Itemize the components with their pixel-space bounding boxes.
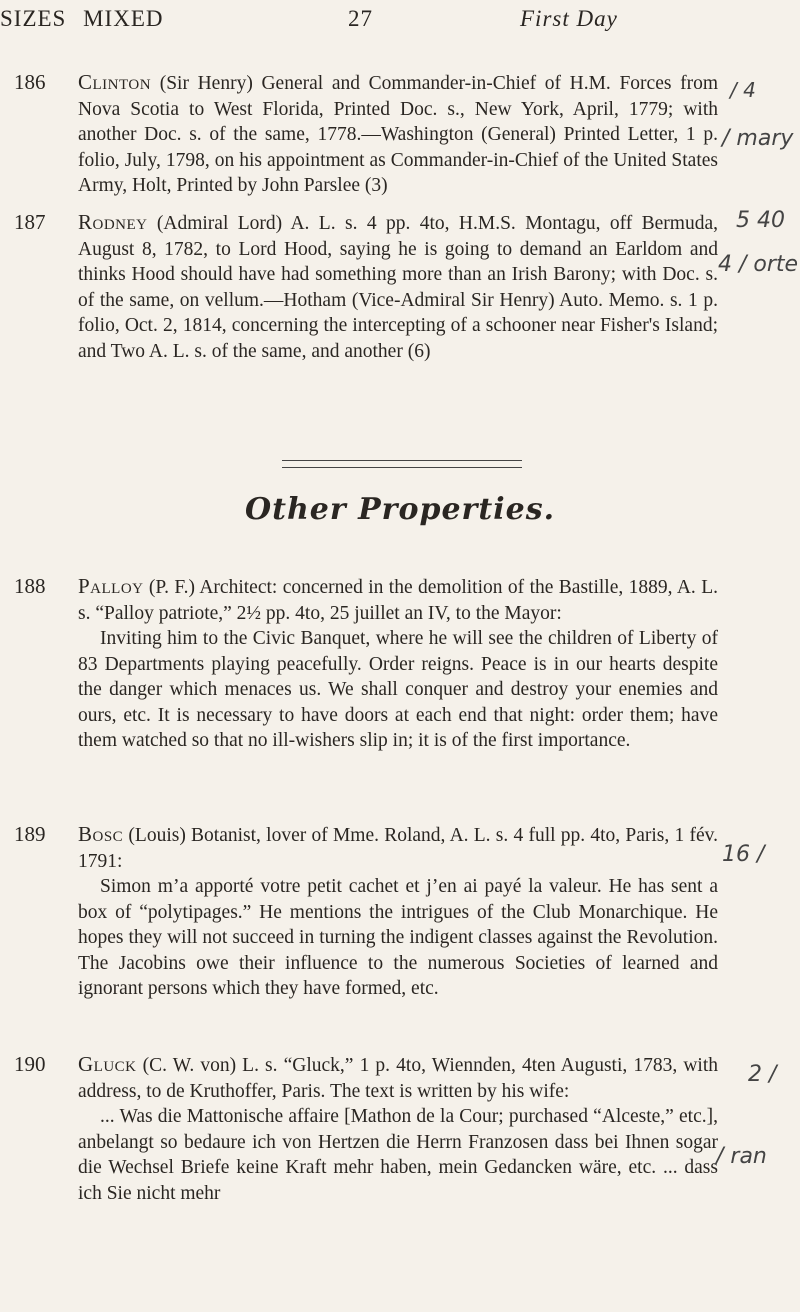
lot-body [78, 822, 718, 1002]
page-header [0, 6, 800, 46]
lot-body [78, 70, 718, 199]
lot-text: (Admiral Lord) A. L. s. 4 pp. 4to, H.M.S. Montagu, off Bermuda, August 8, 1782, to Lord Hood, saying he is going to demand an Earldom and thinks Hood should have had something more than an Irish Barony; with Doc. s. of the same, on vellum.—Hotham (Vice-Admiral Sir Henry) Auto. Memo. s. 1 p. folio, Oct. 2, 1814, concerning the intercepting of a schooner near Fisher's Island; and Two A. L. s. of the same, and another (6) [78, 213, 718, 362]
lot-body [78, 574, 718, 754]
lot-name: Bosc [78, 822, 124, 846]
lot-name: Clinton [78, 70, 152, 94]
lot-text: (P. F.) Architect: concerned in the demolition of the Bastille, 1889, A. L. s. “Palloy patriote,” 2½ pp. 4to, 25 juillet an IV, to the Mayor: [78, 577, 718, 624]
lot-body [78, 1052, 718, 1206]
header-sizes: SIZES [0, 6, 67, 31]
page-number: 27 [348, 6, 373, 31]
margin-note: 2 / [748, 1062, 777, 1087]
lot-name: Rodney [78, 210, 148, 234]
header-mixed: MIXED [83, 6, 164, 31]
margin-note: 4 / orte [718, 252, 799, 277]
lot-name: Palloy [78, 574, 144, 598]
header-left [0, 6, 173, 32]
lot-number: 186 [14, 70, 46, 94]
lot-number: 188 [14, 574, 46, 598]
lot-quote: ... Was die Mattonische affaire [Mathon de la Cour; purchased “Alceste,” etc.], anbelangt so bedaure ich von Hertzen die Herrn Franzosen dass bei Ihnen sogar die Wechsel Briefe keine Kraft mehr haben, mein Gedancken wäre, etc. ... dass ich Sie nicht mehr [78, 1106, 718, 1204]
lot-quote: Simon m’a apporté votre petit cachet et j’en ai payé la valeur. He has sent a box of “polytipages.” He mentions the intrigues of the Club Monarchique. He hopes they will not succeed in turning the indigent classes against the Revolution. The Jacobins owe their influence to the numerous Societies of learned and ignorant persons which they have formed, etc. [78, 876, 718, 999]
lot-text: (Sir Henry) General and Commander-in-Chief of H.M. Forces from Nova Scotia to West Florida, Printed Doc. s., New York, April, 1779; with another Doc. s. of the same, 1778.—Washington (General) Printed Letter, 1 p. folio, July, 1798, on his appointment as Commander-in-Chief of the United States Army, Holt, Printed by John Parslee (3) [78, 73, 718, 196]
lot-name: Gluck [78, 1052, 137, 1076]
margin-note: 5 40 [736, 208, 785, 233]
lot-text: (C. W. von) L. s. “Gluck,” 1 p. 4to, Wiennden, 4ten Augusti, 1783, with address, to de Kruthoffer, Paris. The text is written by his wife: [78, 1055, 718, 1102]
lot-number: 189 [14, 822, 46, 846]
margin-note: 16 / [722, 842, 765, 867]
margin-note: / mary [722, 126, 794, 151]
lot-number: 190 [14, 1052, 46, 1076]
section-divider [282, 460, 522, 468]
lot-number: 187 [14, 210, 46, 234]
lot-body [78, 210, 718, 364]
section-title: Other Properties. [244, 492, 556, 527]
header-day: First Day [520, 6, 618, 31]
margin-note: / 4 [730, 78, 756, 102]
lot-quote: Inviting him to the Civic Banquet, where he will see the children of Liberty of 83 Departments playing peacefully. Order reigns. Peace is in our hearts despite the danger which menaces us. We shall conquer and destroy your enemies and ours, etc. It is necessary to have doors at each end that night: order them; have them watched so that no ill-wishers slip in; it is of the first importance. [78, 628, 718, 751]
margin-note: / ran [716, 1144, 767, 1169]
lot-text: (Louis) Botanist, lover of Mme. Roland, A. L. s. 4 full pp. 4to, Paris, 1 fév. 1791: [78, 825, 718, 872]
